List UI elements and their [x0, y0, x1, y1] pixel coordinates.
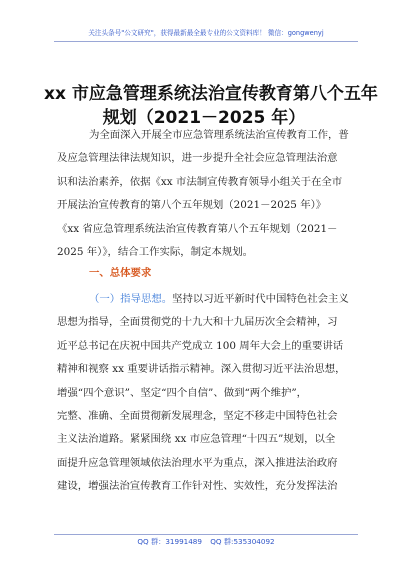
- guideline-line: 近平总书记在庆祝中国共产党成立 100 周年大会上的重要讲话: [57, 339, 344, 352]
- intro-line: 《xx 省应急管理系统法治宣传教育第八个五年规划（2021－: [57, 222, 338, 235]
- intro-line: 开展法治宣传教育的第八个五年规划（2021－2025 年）》: [57, 199, 327, 212]
- intro-line: 2025 年）》，结合工作实际，制定本规划。: [57, 246, 253, 259]
- footer-qq-group-1: QQ 群：31991489: [137, 537, 202, 546]
- footer: [54, 534, 358, 549]
- guideline-line: 增强“四个意识”、坚定“四个自信”、做到“两个维护”，: [57, 386, 308, 399]
- guideline-line: 完整、准确、全面贯彻新发展理念，坚定不移走中国特色社会: [57, 410, 338, 423]
- section-heading: 一、总体要求: [89, 267, 152, 279]
- intro-line: 及应急管理法律法规知识，进一步提升全社会应急管理法治意: [57, 152, 338, 165]
- guideline-label: （一）指导思想。: [89, 293, 173, 305]
- intro-line: 识和法治素养，依据《xx 市法制宣传教育领导小组关于在全市: [57, 175, 343, 188]
- intro-line: 为全面深入开展全市应急管理系统法治宣传教育工作，普: [89, 129, 349, 141]
- guideline-line: 思想为指导，全面贯彻党的十九大和十九届历次全会精神，习: [57, 316, 338, 329]
- intro-paragraph: [57, 124, 357, 264]
- header-banner: 关注头条号"公文研究"，获得最新最全最专业的公文资料库！ 微信：gongwenyj: [54, 25, 358, 42]
- guideline-line: 面提升应急管理领域依法治理水平为重点，深入推进法治政府: [57, 456, 338, 469]
- guideline-line: 建设，增强法治宣传教育工作针对性、实效性，充分发挥法治: [57, 480, 338, 493]
- guideline-line: 主义法治道路。紧紧围绕 xx 市应急管理“十四五”规划，以全: [57, 433, 336, 446]
- guideline-line: 精神和视察 xx 重要讲话指示精神。深入贯彻习近平法治思想，: [57, 363, 346, 376]
- footer-qq-group-2: QQ 群:535304092: [210, 537, 275, 546]
- document-title-line2: 规划（2021－2025 年）: [102, 108, 306, 128]
- guideline-first-line: [57, 288, 357, 311]
- guideline-first-text: 坚持以习近平新时代中国特色社会主义: [172, 293, 349, 305]
- document-title-line1: xx 市应急管理系统法治宣传教育第八个五年: [44, 84, 378, 104]
- guideline-paragraph: [57, 288, 357, 499]
